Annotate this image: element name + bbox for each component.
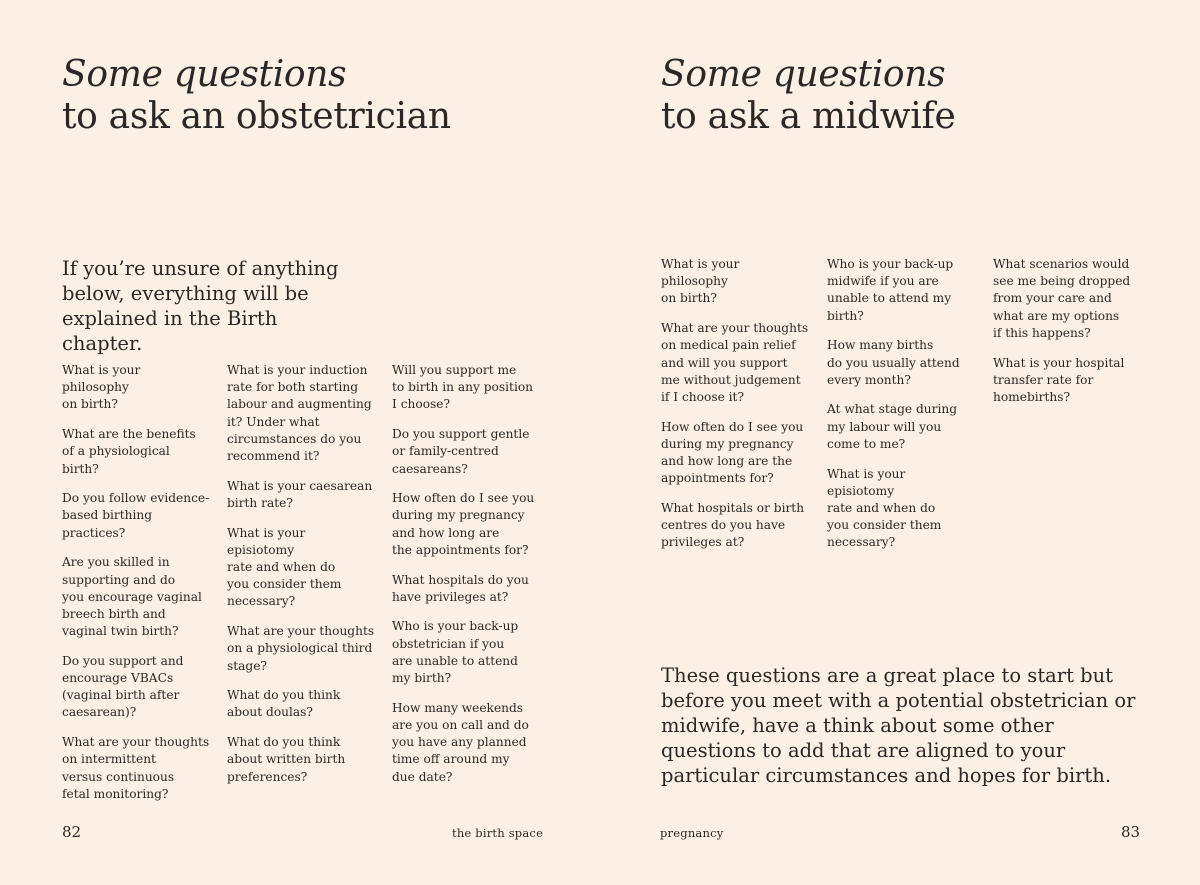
question: Are you skilled in supporting and do you encourage vaginal breech birth and vaginal twin birth? xyxy=(62,555,202,639)
question: What do you think about doulas? xyxy=(227,688,341,720)
question: What is your caesarean birth rate? xyxy=(227,478,373,510)
right-heading-italic: Some questions xyxy=(661,54,946,95)
left-questions-column-2 xyxy=(227,362,375,798)
question: What is your episiotomy rate and when do you consider them necessary? xyxy=(227,525,342,609)
question: What scenarios would see me being dropped from your care and what are my options if this happens? xyxy=(993,257,1131,340)
question: What are your thoughts on intermittent versus continuous fetal monitoring? xyxy=(62,735,210,801)
question: What hospitals or birth centres do you have privileges at? xyxy=(661,500,805,550)
left-heading-italic: Some questions xyxy=(62,54,347,95)
right-page-heading xyxy=(661,54,956,138)
right-questions-column-3 xyxy=(993,256,1141,419)
page-number-left: 82 xyxy=(62,823,82,841)
question: What is your episiotomy rate and when do you consider them necessary? xyxy=(827,466,942,550)
question: Who is your back-up obstetrician if you are unable to attend my birth? xyxy=(392,619,519,686)
question: At what stage during my labour will you come to me? xyxy=(827,402,958,451)
question: What is your philosophy on birth? xyxy=(661,257,740,306)
left-questions-column-1 xyxy=(62,362,210,815)
running-footer-left: the birth space xyxy=(452,826,544,840)
question: How often do I see you during my pregnancy and how long are the appointments for? xyxy=(392,491,535,557)
question: What are your thoughts on medical pain relief and will you support me without judgement if I choose it? xyxy=(661,321,809,404)
question: What hospitals do you have privileges at? xyxy=(392,572,529,604)
question: How many weekends are you on call and do you have any planned time off around my due date? xyxy=(392,700,529,784)
right-heading-plain: to ask a midwife xyxy=(661,96,956,137)
left-page-heading xyxy=(62,54,451,138)
left-questions-column-3 xyxy=(392,362,540,798)
right-questions-column-2 xyxy=(827,256,975,564)
question: What are your thoughts on a physiological third stage? xyxy=(227,624,375,673)
left-intro-text: If you’re unsure of anything below, everything will be explained in the Birth chapter. xyxy=(62,257,339,355)
question: What are the benefits of a physiological birth? xyxy=(62,427,196,476)
question: Do you support and encourage VBACs (vaginal birth after caesarean)? xyxy=(62,653,184,720)
question: How many births do you usually attend every month? xyxy=(827,338,960,387)
left-heading-plain: to ask an obstetrician xyxy=(62,96,451,137)
running-footer-right: pregnancy xyxy=(660,826,724,840)
closing-paragraph: These questions are a great place to start but before you meet with a potential obstetrician or midwife, have a think about some other questions to add that are aligned to your particular circumstances and hopes for birth. xyxy=(661,664,1136,787)
right-page xyxy=(600,0,1200,885)
question: Do you support gentle or family-centred caesareans? xyxy=(392,427,530,476)
right-questions-column-1 xyxy=(661,256,809,564)
question: How often do I see you during my pregnancy and how long are the appointments for? xyxy=(661,419,804,486)
question: Will you support me to birth in any position I choose? xyxy=(392,363,534,412)
question: What do you think about written birth preferences? xyxy=(227,735,346,784)
question: What is your philosophy on birth? xyxy=(62,363,141,412)
question: What is your hospital transfer rate for homebirths? xyxy=(993,355,1125,404)
page-number-right: 83 xyxy=(1121,823,1141,841)
question: What is your induction rate for both starting labour and augmenting it? Under what circumstances do you recommend it? xyxy=(227,363,372,464)
question: Who is your back-up midwife if you are unable to attend my birth? xyxy=(827,257,954,323)
question: Do you follow evidence- based birthing practices? xyxy=(62,491,210,540)
